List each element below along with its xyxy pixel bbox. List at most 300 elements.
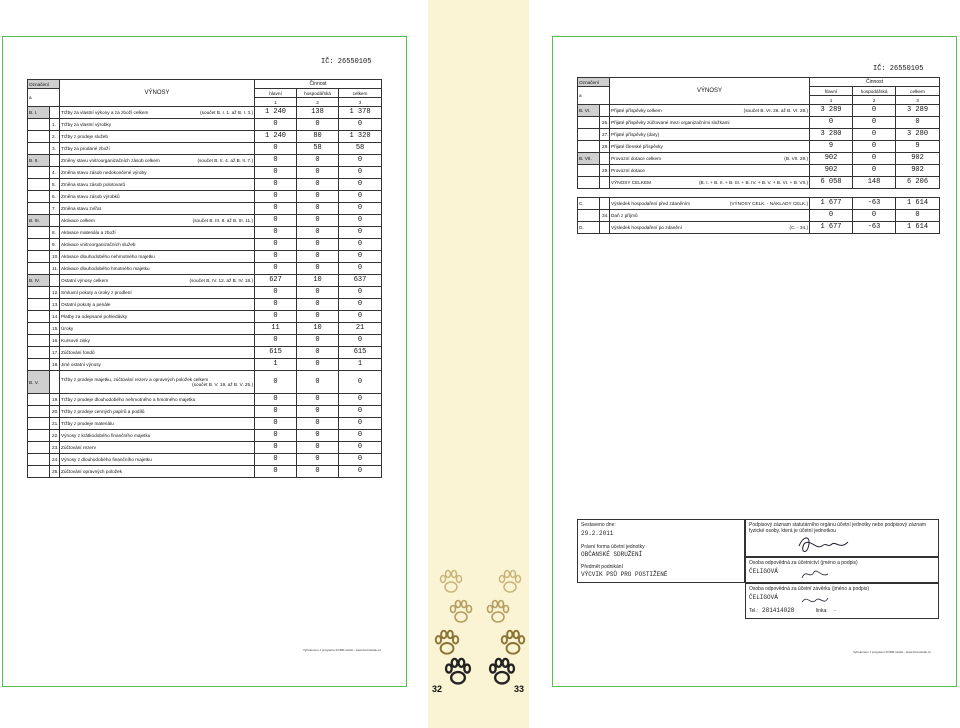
value-celkem: 0	[339, 418, 382, 430]
row-label: Zúčtování opravných položek	[61, 469, 122, 474]
table-row	[578, 105, 940, 117]
value-celkem: 0	[339, 191, 382, 203]
value-hlavni: 0	[255, 215, 297, 227]
row-number: 24.	[50, 454, 60, 466]
value-hospodarska: 0	[853, 165, 896, 177]
row-label-cell	[60, 191, 255, 203]
value-hlavni: 0	[255, 335, 297, 347]
table-row	[578, 177, 940, 189]
row-number: 1.	[50, 119, 60, 131]
value-hospodarska: 0	[853, 117, 896, 129]
table-row	[28, 418, 382, 430]
row-label-cell	[60, 466, 255, 478]
hd-hlavni: hlavní	[255, 89, 297, 98]
value-celkem: 902	[896, 165, 940, 177]
hd-c1: 1	[810, 96, 853, 105]
row-code	[28, 119, 50, 131]
row-label: Změna stavu zásob polotovarů	[61, 182, 126, 187]
table-row	[28, 430, 382, 442]
row-label-cell	[60, 299, 255, 311]
row-label-cell	[60, 454, 255, 466]
value-hlavni: 0	[255, 227, 297, 239]
value-hospodarska: 58	[297, 143, 339, 155]
book-spine	[428, 0, 529, 728]
row-code	[28, 287, 50, 299]
row-number	[50, 107, 60, 119]
hd-celkem: celkem	[339, 89, 382, 98]
row-label: Platby za odepsané pohledávky	[61, 314, 128, 319]
row-sum-formula: (součet B. I. 1. až B. I. 3.)	[200, 110, 254, 115]
table-row	[28, 335, 382, 347]
row-sum-formula: (B. VII. 29.)	[784, 156, 809, 161]
row-label-cell	[610, 141, 810, 153]
value-hospodarska: 148	[853, 177, 896, 189]
row-label-cell	[60, 323, 255, 335]
table-row	[28, 119, 382, 131]
row-label-cell	[60, 311, 255, 323]
value-celkem: 615	[339, 347, 382, 359]
value-hlavni: 0	[255, 454, 297, 466]
row-code	[28, 227, 50, 239]
value-hospodarska: 0	[297, 119, 339, 131]
paw-icon	[496, 568, 524, 596]
hd-vynosy: VÝNOSY	[60, 80, 255, 107]
row-label-cell	[60, 442, 255, 454]
row-code	[578, 177, 600, 189]
row-number: 26.	[600, 117, 610, 129]
value-hospodarska: 0	[297, 251, 339, 263]
value-celkem: 0	[339, 299, 382, 311]
row-code	[28, 466, 50, 478]
row-code	[28, 311, 50, 323]
table-row	[578, 222, 940, 234]
value-hlavni: 9	[810, 141, 853, 153]
value-hlavni: 0	[255, 418, 297, 430]
row-number: 4.	[50, 167, 60, 179]
row-label-cell	[610, 153, 810, 165]
table-row	[28, 347, 382, 359]
row-label-cell	[610, 117, 810, 129]
hd-cinnost: Činnost	[255, 80, 382, 89]
row-label: Provozní dotace	[611, 168, 645, 173]
value-hospodarska: 0	[297, 430, 339, 442]
linka-value: -	[834, 608, 836, 614]
page-number-left: 32	[432, 684, 443, 694]
value-hlavni: 1	[255, 359, 297, 371]
row-number: 25.	[50, 466, 60, 478]
row-code	[28, 143, 50, 155]
value-hlavni: 0	[255, 406, 297, 418]
row-label-cell	[60, 239, 255, 251]
value-hlavni: 0	[255, 442, 297, 454]
value-hospodarska: 0	[853, 153, 896, 165]
row-label: Výsledek hospodaření před zdaněním	[611, 201, 690, 206]
row-label: Daň z příjmů	[611, 213, 638, 218]
closure-person-block	[745, 583, 939, 619]
row-label: Tržby za vlastní výkony a za zboží celkem	[61, 110, 149, 115]
row-label-cell	[60, 275, 255, 287]
row-number: 28.	[600, 141, 610, 153]
row-label-cell	[610, 165, 810, 177]
value-hospodarska: 138	[297, 107, 339, 119]
pravni-forma-value: OBČANSKÉ SDRUŽENÍ	[581, 551, 643, 558]
table-row	[28, 263, 382, 275]
podpis-label: Podpisový záznam statutárního orgánu účetní jednotky nebo podpisový záznam fyzické osoby, která je účetní jednotkou	[749, 522, 927, 534]
value-celkem: 0	[339, 239, 382, 251]
value-hospodarska: 0	[297, 466, 339, 478]
value-celkem: 3 289	[896, 105, 940, 117]
value-celkem: 902	[896, 153, 940, 165]
paw-icon	[484, 598, 512, 626]
value-celkem: 0	[339, 287, 382, 299]
paw-icon	[437, 568, 465, 596]
predmet-value: VÝCVIK PSŮ PRO POSTIŽENÉ	[581, 571, 668, 578]
table-row	[28, 275, 382, 287]
row-number: 21.	[50, 418, 60, 430]
row-code	[28, 430, 50, 442]
row-label-cell	[60, 371, 255, 394]
value-hlavni: 0	[255, 191, 297, 203]
table-row	[28, 179, 382, 191]
row-number: 15.	[50, 323, 60, 335]
row-code: B. III.	[28, 215, 50, 227]
predmet-label: Předmět podnikání	[581, 564, 623, 570]
row-label-cell	[60, 394, 255, 406]
row-label-cell	[60, 119, 255, 131]
value-celkem: 0	[339, 430, 382, 442]
value-hospodarska: 0	[297, 454, 339, 466]
value-hospodarska: 0	[297, 371, 339, 394]
signature-scribble	[800, 566, 830, 582]
osoba-ucetnictvi-value: ČELIGOVÁ	[749, 568, 778, 575]
page-number-right: 33	[514, 684, 525, 694]
hd-hosp: hospodářská	[297, 89, 339, 98]
table-row	[28, 406, 382, 418]
row-code: B. I.	[28, 107, 50, 119]
row-label-cell	[60, 263, 255, 275]
signature-scribble	[800, 592, 830, 608]
value-hospodarska: 0	[297, 299, 339, 311]
paw-icon	[498, 628, 528, 658]
value-hospodarska: 0	[297, 406, 339, 418]
value-celkem: 1	[339, 359, 382, 371]
value-celkem: 0	[896, 117, 940, 129]
value-celkem: 0	[339, 155, 382, 167]
value-celkem: 0	[339, 335, 382, 347]
row-label: Výsledek hospodaření po zdanění	[611, 225, 682, 230]
row-code	[28, 347, 50, 359]
row-label-cell	[60, 406, 255, 418]
row-number	[50, 155, 60, 167]
osoba-zaverku-label: Osoba odpovědná za účetní závěrku (jméno a podpis)	[749, 586, 870, 592]
row-label: Aktivace dlouhodobého hmotného majetku	[61, 266, 150, 271]
paw-icon	[447, 598, 475, 626]
row-number: 6.	[50, 191, 60, 203]
osoba-ucetnictvi-label: Osoba odpovědná za účetnictví (jméno a podpis)	[749, 560, 858, 566]
table-row	[28, 107, 382, 119]
value-hospodarska: 0	[297, 442, 339, 454]
table-row	[28, 155, 382, 167]
value-hospodarska: 0	[297, 203, 339, 215]
table-row	[28, 442, 382, 454]
row-code	[28, 442, 50, 454]
row-code	[28, 323, 50, 335]
row-sum-formula: (VÝNOSY CELK. - NÁKLADY CELK.)	[729, 201, 809, 206]
row-code	[28, 251, 50, 263]
hd-c3: 3	[339, 98, 382, 107]
table-row	[578, 117, 940, 129]
row-label: Zúčtování rezerv	[61, 445, 96, 450]
value-celkem: 0	[339, 466, 382, 478]
row-label-cell	[610, 210, 810, 222]
row-label: Tržby z prodeje materiálu	[61, 421, 114, 426]
value-hlavni: 0	[255, 394, 297, 406]
value-hlavni: 0	[255, 430, 297, 442]
value-hospodarska: 0	[297, 287, 339, 299]
row-label-cell	[60, 227, 255, 239]
paw-icon	[432, 628, 462, 658]
row-number: 9.	[50, 239, 60, 251]
hd-oznaceni: Označení	[578, 78, 610, 87]
value-hlavni: 0	[255, 263, 297, 275]
row-number	[50, 215, 60, 227]
row-label-cell	[60, 430, 255, 442]
row-label: Ostatní výnosy celkem	[61, 278, 109, 283]
table-row	[28, 454, 382, 466]
value-hlavni: 1 677	[810, 222, 853, 234]
value-celkem: 0	[339, 227, 382, 239]
table-row	[28, 203, 382, 215]
value-hospodarska: 0	[297, 263, 339, 275]
value-hlavni: 0	[810, 117, 853, 129]
row-label-cell	[60, 335, 255, 347]
row-label-cell	[60, 143, 255, 155]
table-row	[28, 287, 382, 299]
value-hospodarska: 0	[297, 418, 339, 430]
value-hospodarska: 0	[297, 179, 339, 191]
row-label: Úroky	[61, 326, 74, 331]
hd-celkem: celkem	[896, 87, 940, 96]
row-code	[578, 117, 600, 129]
row-code: B. II.	[28, 155, 50, 167]
value-hlavni: 1 240	[255, 107, 297, 119]
table-row	[578, 210, 940, 222]
row-label: Změny stavu vnitroorganizačních zásob celkem	[61, 158, 160, 163]
row-label: Výnosy z dlouhodobého finančního majetku	[61, 457, 152, 462]
value-celkem: 0	[339, 119, 382, 131]
spacer-row	[578, 189, 940, 198]
form-ic-code: IČ: 26550105	[873, 65, 924, 73]
value-celkem: 0	[339, 406, 382, 418]
tel-value: 281414028	[762, 607, 795, 614]
row-label: Aktivace celkem	[61, 218, 95, 223]
row-number: 20.	[50, 406, 60, 418]
value-hospodarska: 0	[853, 105, 896, 117]
value-celkem: 9	[896, 141, 940, 153]
value-hlavni: 0	[255, 466, 297, 478]
row-label-cell	[60, 359, 255, 371]
row-label: Výnosy z krátkodobého finančního majetku	[61, 433, 151, 438]
table-row	[28, 215, 382, 227]
paw-icon	[442, 656, 474, 688]
row-number	[600, 105, 610, 117]
value-hlavni: 0	[810, 210, 853, 222]
value-celkem: 0	[339, 371, 382, 394]
row-label: Změna stavu zvířat	[61, 206, 101, 211]
table-row	[28, 359, 382, 371]
value-hlavni: 0	[255, 299, 297, 311]
row-code	[28, 454, 50, 466]
statutory-signature-block	[745, 519, 939, 557]
value-celkem: 0	[339, 263, 382, 275]
value-hlavni: 0	[255, 311, 297, 323]
right-page	[552, 36, 957, 687]
row-number: 12.	[50, 287, 60, 299]
row-number: 22.	[50, 430, 60, 442]
table-row	[28, 191, 382, 203]
value-hlavni: 6 058	[810, 177, 853, 189]
value-hospodarska: 0	[297, 239, 339, 251]
row-number	[600, 153, 610, 165]
row-label-cell	[60, 167, 255, 179]
row-label: Ostatní pokuty a penále	[61, 302, 111, 307]
hd-cinnost: Činnost	[810, 78, 940, 87]
row-label: Změna stavu zásob výrobků	[61, 194, 120, 199]
row-sum-formula: (C. - 34.)	[789, 225, 809, 230]
table-row	[28, 131, 382, 143]
row-label-cell	[610, 222, 810, 234]
row-label: Tržby z prodeje služeb	[61, 134, 108, 139]
table-row	[28, 371, 382, 394]
row-label: Tržby za vlastní výrobky	[61, 122, 112, 127]
value-celkem: 1 320	[339, 131, 382, 143]
row-label-cell	[610, 129, 810, 141]
value-celkem: 6 206	[896, 177, 940, 189]
hd-vynosy: VÝNOSY	[610, 78, 810, 105]
hd-c1: 1	[255, 98, 297, 107]
row-label: Aktivace vnitroorganizačních služeb	[61, 242, 136, 247]
pravni-forma-label: Právní forma účetní jednotky	[581, 544, 645, 550]
date-and-legal-block	[577, 519, 745, 583]
row-number: 14.	[50, 311, 60, 323]
value-hlavni: 3 280	[810, 129, 853, 141]
row-code: B. IV.	[28, 275, 50, 287]
row-code	[28, 239, 50, 251]
row-label: Tržby z prodeje majetku, zúčtování rezerv a opravných položek celkem	[61, 377, 209, 382]
row-label-cell	[60, 155, 255, 167]
form-ic-code: IČ: 26550105	[321, 58, 372, 66]
value-celkem: 1 614	[896, 222, 940, 234]
row-number: 13.	[50, 299, 60, 311]
hd-hlavni: hlavní	[810, 87, 853, 96]
value-hospodarska: 0	[297, 394, 339, 406]
value-hlavni: 0	[255, 251, 297, 263]
row-label: Aktivace materiálu a zboží	[61, 230, 116, 235]
row-code	[28, 179, 50, 191]
value-hospodarska: 0	[853, 141, 896, 153]
row-sum-formula: (součet B. IV. 12. až B. IV. 18.)	[189, 278, 254, 283]
row-number: 34.	[600, 210, 610, 222]
table-row	[28, 466, 382, 478]
value-celkem: 637	[339, 275, 382, 287]
row-sum-formula: (součet B. III. 8. až B. III. 11.)	[192, 218, 254, 223]
table-row	[28, 227, 382, 239]
table-row	[28, 239, 382, 251]
row-sum-formula: (součet B. VI. 26. až B. VI. 28.)	[743, 108, 809, 113]
footer-note: Vyhotoveno z programu FORM studio - www.formstudio.cz	[303, 648, 381, 652]
row-code	[28, 191, 50, 203]
value-hlavni: 0	[255, 119, 297, 131]
row-number: 19.	[50, 394, 60, 406]
linka-label: linka:	[816, 608, 828, 614]
value-celkem: 0	[339, 179, 382, 191]
table-row	[28, 299, 382, 311]
value-celkem: 21	[339, 323, 382, 335]
row-number	[50, 371, 60, 394]
table-row	[28, 143, 382, 155]
row-label-cell	[610, 105, 810, 117]
row-code	[578, 210, 600, 222]
row-label: Tržby z prodeje dlouhodobého nehmotného a hmotného majetku	[61, 397, 196, 402]
row-code	[28, 167, 50, 179]
row-label: Přijaté příspěvky celkem	[611, 108, 662, 113]
hd-a: a	[578, 87, 610, 105]
row-number	[600, 222, 610, 234]
table-row	[578, 129, 940, 141]
row-code	[28, 359, 50, 371]
value-hospodarska: 0	[297, 227, 339, 239]
row-number: 17.	[50, 347, 60, 359]
row-number: 8.	[50, 227, 60, 239]
value-hospodarska: 0	[297, 155, 339, 167]
value-hlavni: 0	[255, 179, 297, 191]
row-code: C.	[578, 198, 600, 210]
row-number: 23.	[50, 442, 60, 454]
row-number: 10.	[50, 251, 60, 263]
value-hlavni: 0	[255, 239, 297, 251]
value-hospodarska: 0	[853, 210, 896, 222]
hd-a: a	[28, 89, 60, 107]
value-hlavni: 1 240	[255, 131, 297, 143]
row-label-cell	[60, 179, 255, 191]
row-label-cell	[60, 287, 255, 299]
footer-note: Vyhotoveno z programu FORM studio - www.formstudio.cz	[853, 650, 931, 654]
revenue-table-right	[577, 77, 940, 234]
table-row	[28, 394, 382, 406]
value-hlavni: 0	[255, 155, 297, 167]
accounting-person-block	[745, 557, 939, 583]
sestaveno-label: Sestaveno dne:	[581, 522, 616, 528]
table-row	[28, 323, 382, 335]
value-hlavni: 3 289	[810, 105, 853, 117]
row-code	[28, 131, 50, 143]
hd-c3: 3	[896, 96, 940, 105]
row-number	[600, 198, 610, 210]
row-number: 29.	[600, 165, 610, 177]
row-sum-formula: (součet B. V. 19. až B. V. 25.)	[192, 382, 254, 387]
osoba-zaverku-value: ČELIGOVÁ	[749, 594, 778, 601]
value-celkem: 0	[339, 251, 382, 263]
value-hlavni: 902	[810, 165, 853, 177]
row-label: Zúčtování fondů	[61, 350, 95, 355]
value-hospodarska: 0	[297, 347, 339, 359]
row-number: 11.	[50, 263, 60, 275]
row-label-cell	[60, 215, 255, 227]
value-hospodarska: 10	[297, 323, 339, 335]
sestaveno-value: 29.2.2011	[581, 530, 614, 537]
value-hlavni: 0	[255, 167, 297, 179]
row-number: 3.	[50, 143, 60, 155]
